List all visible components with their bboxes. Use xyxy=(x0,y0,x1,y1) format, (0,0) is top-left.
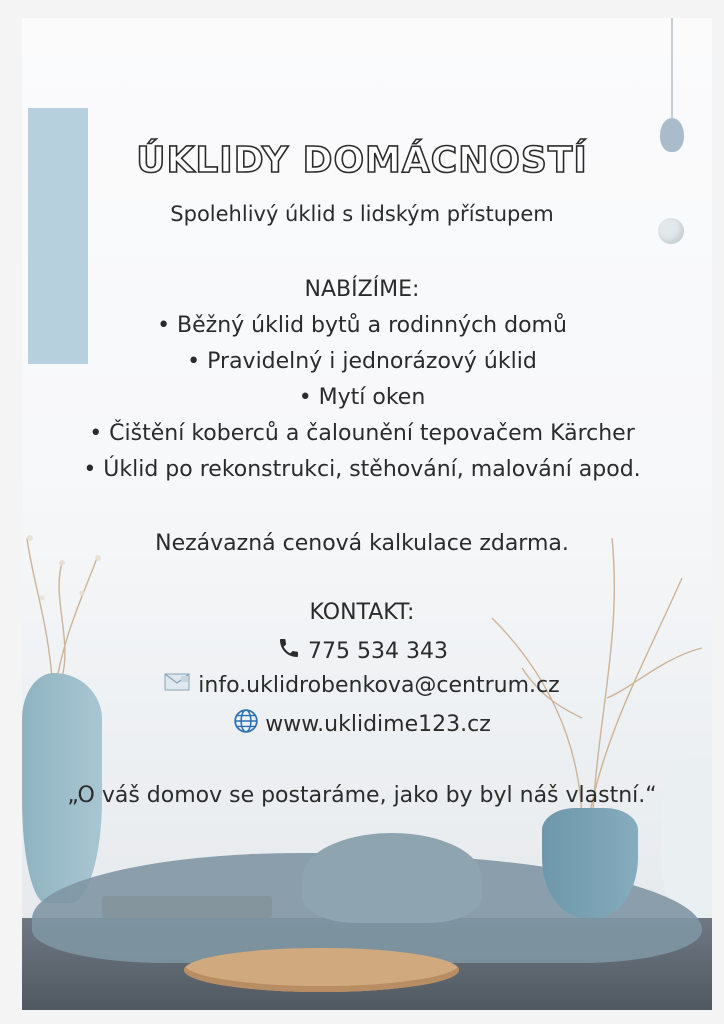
phone-number[interactable]: 775 534 343 xyxy=(308,638,448,664)
slogan: „O váš domov se postaráme, jako by byl náš vlastní.“ xyxy=(67,783,657,808)
flyer-title: ÚKLIDY DOMÁCNOSTÍ xyxy=(136,140,588,181)
phone-icon xyxy=(276,636,302,666)
pricing-note: Nezávazná cenová kalkulace zdarma. xyxy=(155,531,569,556)
service-item: • Čištění koberců a čalounění tepovačem Kärcher xyxy=(89,421,635,446)
contact-website xyxy=(0,708,724,740)
envelope-icon xyxy=(164,672,192,698)
flyer-subtitle: Spolehlivý úklid s lidským přístupem xyxy=(170,202,554,226)
service-item: • Běžný úklid bytů a rodinných domů xyxy=(157,313,567,338)
offer-heading: NABÍZÍME: xyxy=(304,277,420,302)
service-item: • Úklid po rekonstrukci, stěhování, malování apod. xyxy=(83,457,641,482)
contact-phone xyxy=(0,636,724,666)
contact-heading: KONTAKT: xyxy=(309,600,415,625)
contact-email xyxy=(0,672,724,698)
round-board-decoration xyxy=(184,948,459,992)
website-link[interactable]: www.uklidime123.cz xyxy=(265,711,491,737)
vase-middle-decoration xyxy=(542,808,638,918)
email-address[interactable]: info.uklidrobenkova@centrum.cz xyxy=(198,672,560,698)
service-item: • Mytí oken xyxy=(298,385,426,410)
service-item: • Pravidelný i jednorázový úklid xyxy=(187,349,537,374)
globe-icon xyxy=(233,708,259,740)
cloth-fold-decoration xyxy=(302,833,482,923)
